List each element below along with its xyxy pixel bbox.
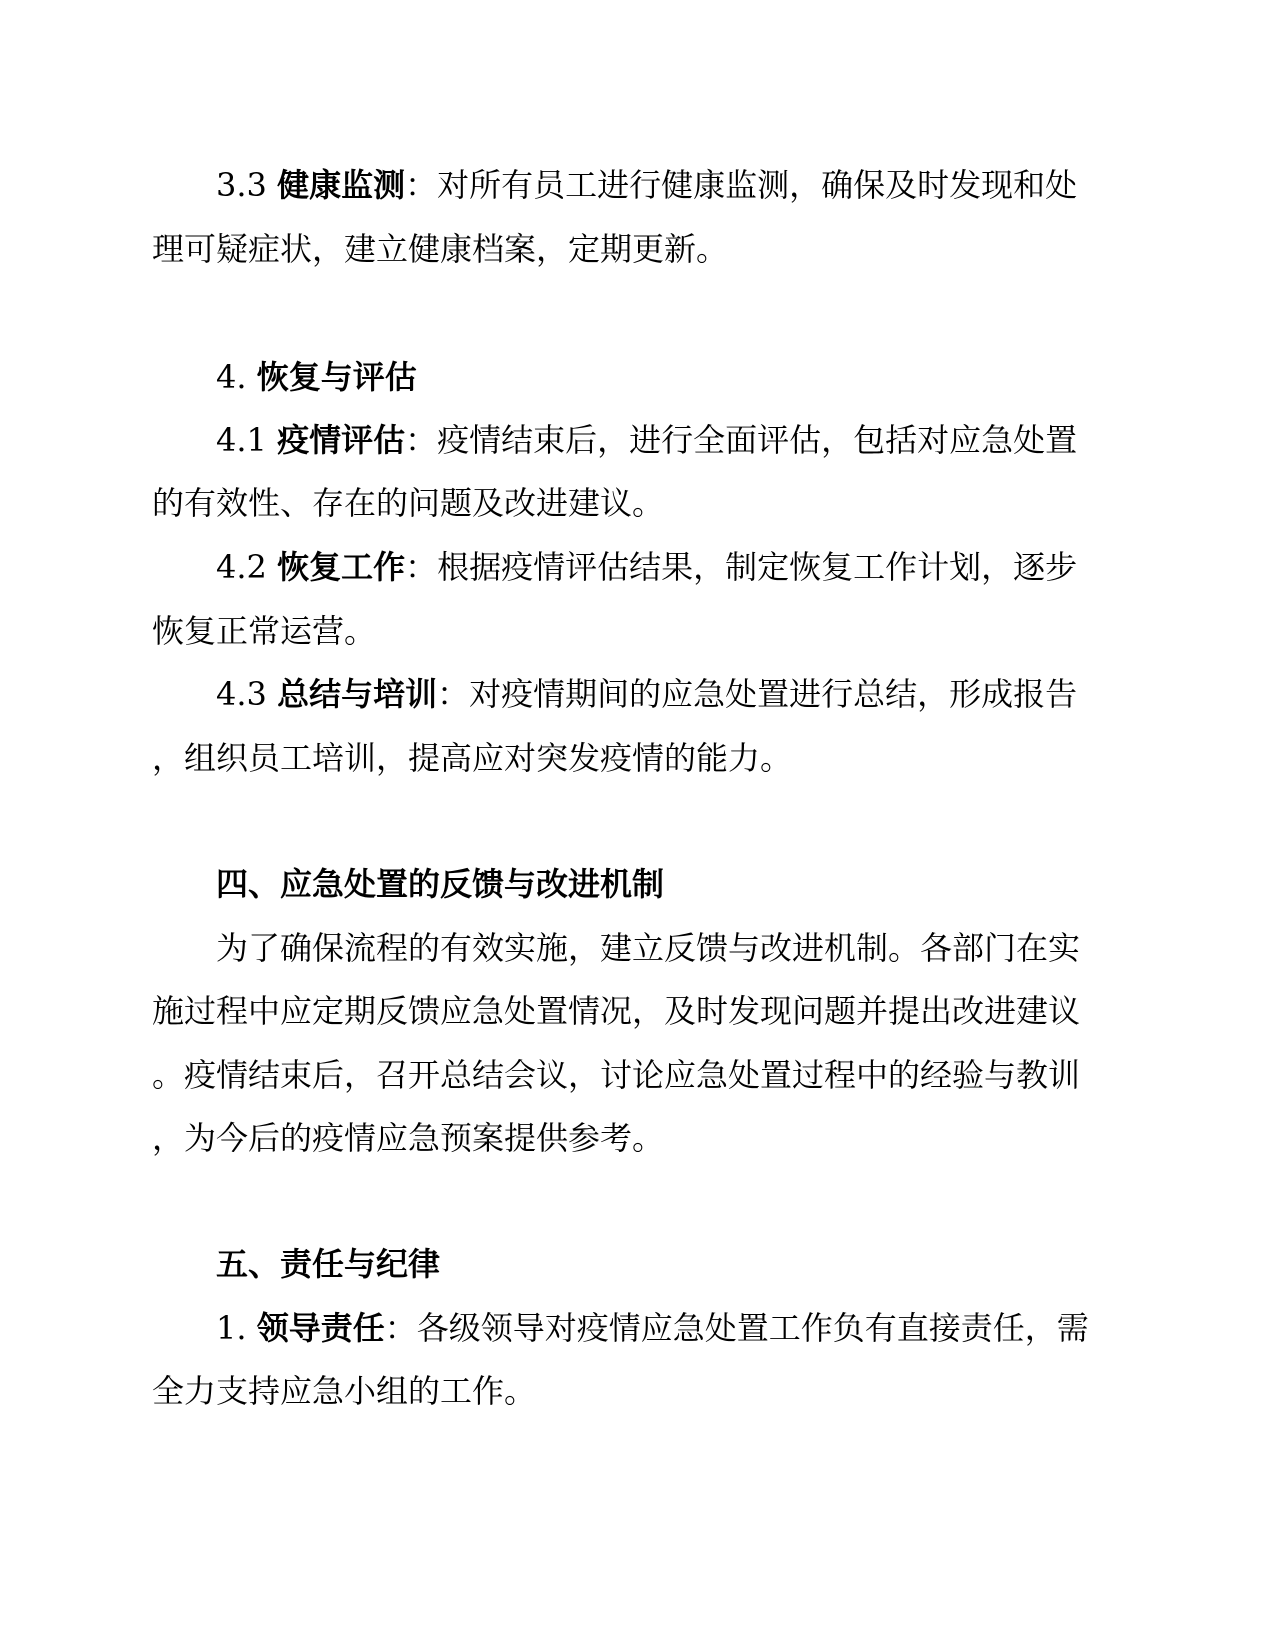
item-text: ：对所有员工进行健康监测，确保及时发现和处 [405,166,1078,204]
paragraph-4-3-line-1 [216,674,1132,714]
paragraph-4-2-line-1 [216,547,1132,587]
paragraph-4-3-line-2: ，组织员工培训，提高应对突发疫情的能力。 [152,739,793,777]
item-text: ：根据疫情评估结果，制定恢复工作计划，逐步 [405,548,1078,586]
item-text: ：各级领导对疫情应急处置工作负有直接责任，需 [384,1309,1089,1347]
section-four-paragraph-line-3: 。疫情结束后，召开总结会议，讨论应急处置过程中的经验与教训 [152,1056,1081,1094]
item-title: 健康监测 [277,166,406,204]
section-five-item-1-line-2: 全力支持应急小组的工作。 [152,1372,537,1410]
item-title: 恢复工作 [277,548,406,586]
item-number: 3.3 [216,166,278,204]
section-four-paragraph-line-4: ，为今后的疫情应急预案提供参考。 [152,1119,665,1157]
item-text: ：对疫情期间的应急处置进行总结，形成报告 [437,675,1078,713]
item-title: 恢复与评估 [256,358,417,396]
item-number: 4.2 [216,548,278,586]
item-number: 4. [216,358,257,396]
paragraph-3-3-line-2: 理可疑症状，建立健康档案，定期更新。 [152,230,729,268]
item-title: 疫情评估 [277,421,406,459]
item-number: 4.3 [216,675,278,713]
section-four-paragraph-line-1: 为了确保流程的有效实施，建立反馈与改进机制。各部门在实 [216,929,1081,967]
item-number: 4.1 [216,421,278,459]
section-four-paragraph-line-2: 施过程中应定期反馈应急处置情况，及时发现问题并提出改进建议 [152,992,1081,1030]
paragraph-4-2-line-2: 恢复正常运营。 [152,612,377,650]
paragraph-4-1-line-1 [216,420,1132,460]
paragraph-3-3-line-1 [216,165,1132,205]
item-title: 领导责任 [256,1309,385,1347]
section-4-heading [216,357,1132,397]
section-five-item-1-line-1 [216,1308,1132,1348]
section-five-heading: 五、责任与纪律 [216,1245,441,1283]
item-text: ：疫情结束后，进行全面评估，包括对应急处置 [405,421,1078,459]
section-four-heading: 四、应急处置的反馈与改进机制 [216,865,665,903]
item-title: 总结与培训 [277,675,438,713]
item-number: 1. [216,1309,257,1347]
paragraph-4-1-line-2: 的有效性、存在的问题及改进建议。 [152,484,665,522]
